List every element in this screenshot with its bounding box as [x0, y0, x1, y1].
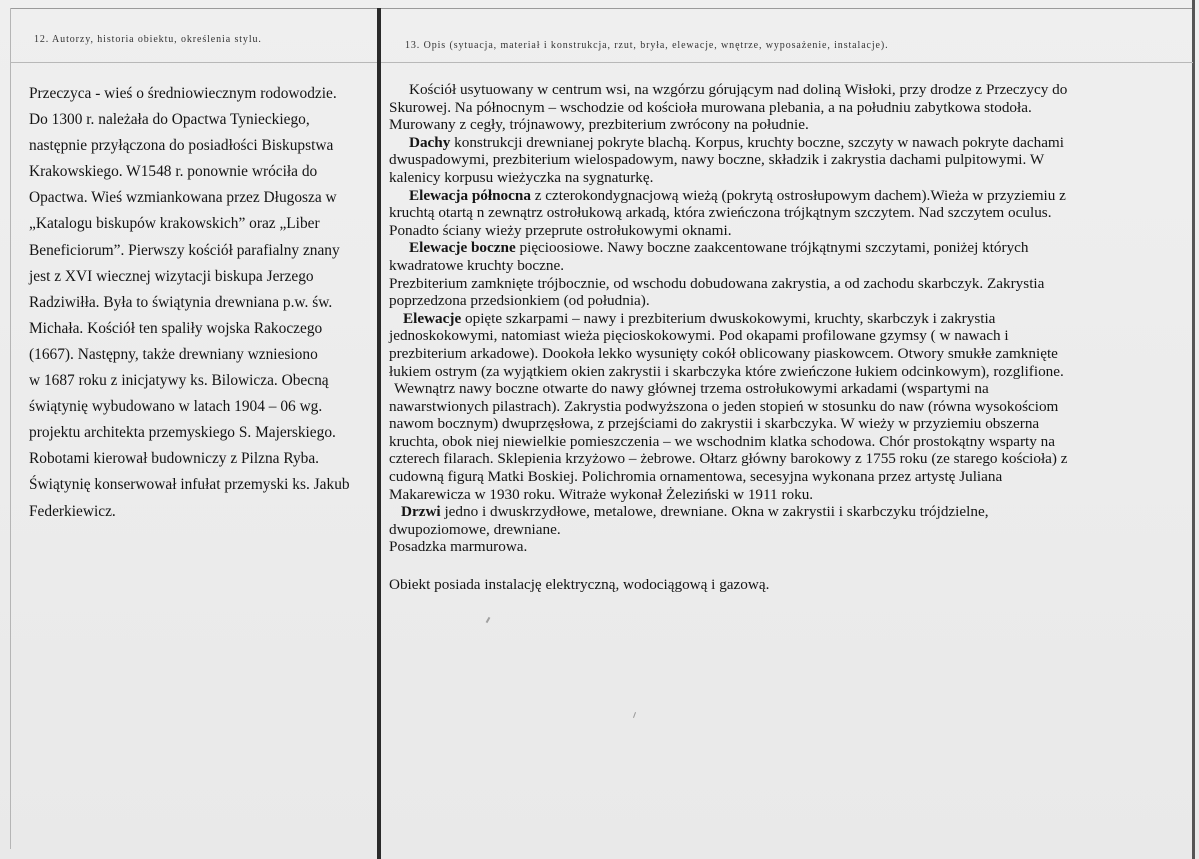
description-line-text: Prezbiterium zamknięte trójbocznie, od wschodu dobudowana zakrystia, a od zachodu skarbczyk. Zakrystia [389, 274, 1045, 292]
description-line-text: opięte szkarpami – nawy i prezbiterium dwuskokowymi, kruchty, skarbczyk i zakrystia [461, 309, 996, 327]
description-text [389, 81, 1159, 594]
history-line: jest z XVI wiecznej wizytacji biskupa Jerzego [29, 267, 314, 285]
description-header: 13. Opis (sytuacja, materiał i konstrukcja, rzut, bryła, elewacje, wnętrze, wyposażenie, instalacje). [405, 40, 889, 51]
history-line: następnie przyłączona do posiadłości Biskupstwa [29, 137, 334, 155]
description-line [389, 468, 1159, 486]
history-line: Federkiewicz. [29, 502, 116, 520]
history-column [0, 0, 378, 859]
description-line-text: kwadratowe kruchty boczne. [389, 256, 565, 274]
section-heading: Elewacje boczne [409, 239, 516, 257]
description-line-text: Ponadto ściany wieży przeprute ostrołukowymi oknami. [389, 221, 732, 239]
description-line-text: Wewnątrz nawy boczne otwarte do nawy głównej trzema ostrołukowymi arkadami (wspartymi na [394, 380, 989, 398]
description-line-text: Kościół usytuowany w centrum wsi, na wzgórzu górującym nad doliną Wisłoki, przy drodze z Przeczycy do [409, 81, 1068, 98]
description-line-text: Murowany z cegły, trójnawowy, prezbiterium zwrócony na południe. [389, 116, 809, 134]
description-line-text: łukiem ostrym (za wyjątkiem okien zakrystii i skarbczyka które zwieńczone łukiem odcinkowym), rozglifione. [389, 362, 1064, 380]
section-heading: Drzwi [401, 503, 441, 521]
description-line-text: Posadzka marmurowa. [389, 538, 528, 556]
description-line [389, 116, 1159, 134]
description-line-text: prezbiterium arkadowe). Dookoła lekko wysunięty cokół oblicowany piaskowcem. Otwory smukłe zamknięte [389, 344, 1058, 362]
description-line [389, 486, 1159, 504]
description-column [381, 0, 1193, 859]
history-line: Radziwiłła. Była to świątynia drewniana p.w. św. [29, 293, 333, 311]
history-line: Beneficiorum”. Pierwszy kościół parafialny znany [29, 241, 340, 259]
history-line: Michała. Kościół ten spaliły wojska Rakoczego [29, 319, 323, 337]
history-line: Opactwa. Wieś wzmiankowana przez Długosza w [29, 189, 337, 207]
section-heading: Elewacja północna [409, 186, 531, 204]
description-line-text: Skurowej. Na północnym – wschodzie od kościoła murowana plebania, a na południu zabytkowa stodoła. [389, 98, 1032, 116]
description-line [389, 576, 1159, 594]
description-line-text: Obiekt posiada instalację elektryczną, wodociągową i gazową. [389, 576, 770, 594]
description-line [389, 327, 1159, 345]
description-line-text: kruchta, obok niej niewielkie pomieszczenia – we wschodnim klatka schodowa. Chór prostokątny wsparty na [389, 432, 1055, 450]
description-line-text: z czterokondygnacjową wieżą (pokrytą ostrosłupowym dachem).Wieża w przyziemiu z [530, 186, 1066, 204]
description-line-text: konstrukcji drewnianej pokryte blachą. Korpus, kruchty boczne, szczyty w nawach pokryte dachami [450, 133, 1064, 151]
description-line-text: jedno i dwuskrzydłowe, metalowe, drewniane. Okna w zakrystii i skarbczyku trójdzielne, [440, 503, 989, 521]
description-line-text: cudowną figurą Matki Boskiej. Polichromia ornamentowa, secesyjna wykonana przez artystę Juliana [389, 468, 1003, 486]
description-line [389, 521, 1159, 539]
description-line-text: czterech filarach. Sklepienia krzyżowo – żebrowe. Ołtarz główny barokowy z 1755 roku (ze starego kościoła) z [389, 450, 1068, 468]
description-line-text: kruchtą otartą n zewnątrz ostrołukową arkadą, która zwieńczona trójkątnym szczytem. Nad szczytem oculus. [389, 204, 1052, 222]
description-line [389, 398, 1159, 416]
description-line-text: pięcioosiowe. Nawy boczne zaakcentowane trójkątnymi szczytami, poniżej których [515, 239, 1029, 257]
description-line [389, 99, 1159, 117]
description-line [389, 134, 1159, 152]
description-line [389, 169, 1159, 187]
description-line [389, 415, 1159, 433]
description-line [389, 538, 1159, 556]
description-line [389, 275, 1159, 293]
description-line [389, 204, 1159, 222]
section-heading: Elewacje [403, 309, 462, 327]
description-line-text: jednoskokowymi, natomiast wieża pięcioskokowymi. Pod okapami profilowane gzymsy ( w nawach i [389, 327, 1009, 345]
description-line [389, 292, 1159, 310]
history-line: Krakowskiego. W1548 r. ponownie wróciła do [29, 163, 318, 181]
description-line [389, 433, 1159, 451]
description-line-text: kalenicy korpusu wieżyczka na sygnaturkę. [389, 168, 654, 186]
description-line-text: nawarstwionych pilastrach). Zakrystia podwyższona o jeden stopień w stosunku do naw (równa wysokościom [389, 397, 1059, 415]
description-line [389, 257, 1159, 275]
description-line-text: poprzedzona przedsionkiem (od południa). [389, 292, 650, 310]
description-line [389, 450, 1159, 468]
description-line [389, 151, 1159, 169]
description-line-text: Makarewicza w 1930 roku. Witraże wykonał Żeleziński w 1911 roku. [389, 485, 814, 503]
history-line: projektu architekta przemyskiego S. Majerskiego. [29, 424, 336, 442]
description-line [389, 81, 1159, 99]
history-text [29, 81, 377, 525]
history-line: Do 1300 r. należała do Opactwa Tynieckiego, [29, 111, 310, 129]
history-line: Przeczyca - wieś o średniowiecznym rodowodzie. [29, 85, 337, 102]
history-line: Robotami kierował budowniczy z Pilzna Ryba. [29, 450, 320, 468]
history-line: w 1687 roku z inicjatywy ks. Bilowicza. Obecną [29, 372, 329, 390]
section-heading: Dachy [409, 133, 451, 151]
history-line: „Katalogu biskupów krakowskich” oraz „Liber [29, 215, 320, 233]
paragraph-gap [389, 556, 1159, 576]
description-line [389, 222, 1159, 240]
description-line-text: dwupoziomowe, drewniane. [389, 520, 561, 538]
history-header: 12. Autorzy, historia obiektu, określenia stylu. [34, 34, 262, 45]
description-line [389, 239, 1159, 257]
history-line: świątynię wybudowano w latach 1904 – 06 wg. [29, 398, 323, 416]
description-line [389, 380, 1159, 398]
description-line [389, 345, 1159, 363]
description-line-text: nawom bocznym) dwuprzęsłowa, z przejściami do zakrystii i skarbczyka. W wieży w przyziemiu obszerna [389, 415, 1040, 433]
history-line: Świątynię konserwował infułat przemyski ks. Jakub [29, 476, 350, 494]
description-line [389, 187, 1159, 205]
description-line [389, 363, 1159, 381]
description-line [389, 503, 1159, 521]
description-line [389, 310, 1159, 328]
description-line-text: dwuspadowymi, prezbiterium wielospadowym, nawy boczne, składzik i zakrystia dachami pulpitowymi. W [389, 151, 1045, 169]
history-line: (1667). Następny, także drewniany wzniesiono [29, 345, 318, 363]
